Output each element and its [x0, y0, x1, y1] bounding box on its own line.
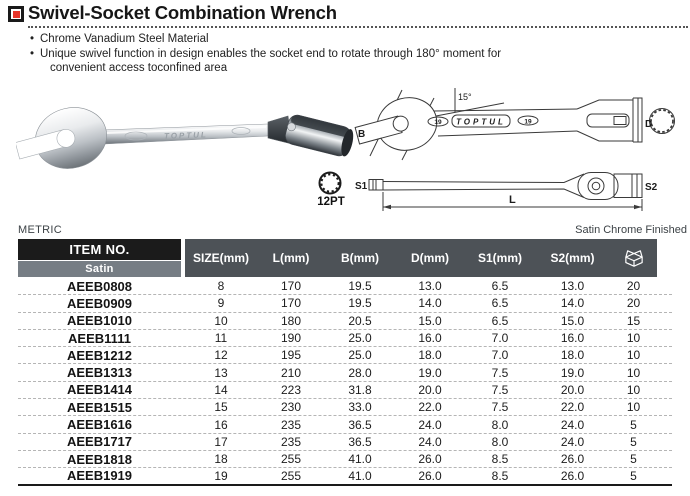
- item-no-column-header: ITEM NO.: [18, 239, 181, 260]
- spec-value-cell: 12: [214, 348, 228, 363]
- spec-value-cell: 11: [214, 331, 228, 346]
- spec-value-cell: 7.0: [491, 348, 509, 363]
- feature-item: [30, 47, 501, 62]
- dim-d-label: D: [645, 119, 653, 130]
- spec-value-cell: 19.0: [418, 365, 442, 380]
- item-no-cell: AEEB1010: [66, 313, 133, 329]
- spec-value-cell: 36.5: [348, 417, 372, 432]
- item-no-cell: AEEB1515: [66, 399, 133, 415]
- spec-value-cell: 20.0: [418, 382, 442, 397]
- item-no-cell: AEEB1717: [66, 434, 133, 450]
- spec-value-cell: 26.0: [560, 468, 585, 483]
- spec-value-cell: 14.0: [560, 296, 585, 311]
- spec-value-cell: 10: [626, 348, 641, 363]
- table-row: [18, 364, 672, 381]
- spec-value-cell: 19: [214, 468, 228, 483]
- table-row: [18, 416, 672, 433]
- bullet-dot: •: [30, 47, 35, 60]
- spec-value-cell: 33.0: [348, 400, 372, 415]
- feature-text: Chrome Vanadium Steel Material: [40, 33, 209, 45]
- satin-subheader: Satin: [18, 261, 181, 277]
- spec-value-cell: 31.8: [348, 382, 372, 397]
- spec-value-cell: 19.5: [348, 279, 372, 294]
- spec-value-cell: 8.0: [491, 434, 509, 449]
- spec-value-cell: 20: [626, 279, 641, 294]
- spec-value-cell: 24.0: [418, 417, 442, 432]
- item-no-cell: AEEB1818: [66, 451, 133, 467]
- dim-s2-label: S2: [645, 182, 658, 193]
- spec-value-cell: 230: [280, 400, 302, 415]
- spec-value-cell: 13: [214, 365, 228, 380]
- spec-value-cell: 15: [214, 400, 228, 415]
- spec-value-cell: 235: [280, 434, 302, 449]
- spec-value-cell: 24.0: [560, 417, 585, 432]
- spec-value-cell: 10: [214, 313, 228, 328]
- column-header-b: B(mm): [341, 251, 379, 265]
- bullet-dot: •: [30, 33, 35, 45]
- spec-value-cell: 20.0: [560, 382, 585, 397]
- feature-list: [30, 32, 501, 76]
- spec-value-cell: 9: [217, 296, 225, 311]
- title-dotted-rule: [28, 26, 688, 28]
- item-no-cell: AEEB0808: [66, 278, 133, 294]
- spec-value-cell: 7.5: [491, 400, 509, 415]
- title-bullet-icon: [8, 6, 24, 22]
- feature-text: convenient access toconfined area: [50, 62, 228, 74]
- spec-value-cell: 7.5: [491, 365, 509, 380]
- spec-value-cell: 17: [214, 434, 228, 449]
- spec-value-cell: 19.0: [560, 365, 585, 380]
- item-no-cell: AEEB1616: [66, 417, 133, 433]
- spec-value-cell: 7.5: [491, 382, 509, 397]
- table-row: [18, 330, 672, 347]
- spec-value-cell: 5: [630, 468, 637, 483]
- item-no-cell: AEEB0909: [66, 295, 133, 311]
- spec-value-cell: 195: [280, 348, 302, 363]
- spec-value-cell: 8: [217, 279, 225, 294]
- spec-value-cell: 10: [626, 365, 641, 380]
- column-header-size: SIZE(mm): [192, 251, 249, 265]
- spec-value-cell: 20: [626, 296, 641, 311]
- 12pt-socket-icon: [316, 170, 344, 196]
- table-row: [18, 278, 672, 295]
- spec-value-cell: 5: [630, 417, 637, 432]
- item-no-cell: AEEB1212: [66, 347, 133, 363]
- item-no-cell: AEEB1111: [68, 330, 131, 346]
- spec-value-cell: 14.0: [418, 296, 442, 311]
- page-title: Swivel-Socket Combination Wrench: [28, 2, 337, 23]
- size-stamp-left: 19: [434, 119, 442, 126]
- spec-value-cell: 235: [280, 417, 302, 432]
- spec-value-cell: 16: [214, 417, 228, 432]
- table-row: [18, 399, 672, 416]
- spec-value-cell: 13.0: [418, 279, 442, 294]
- open-end-head: [16, 100, 114, 172]
- spec-value-cell: 16.0: [560, 331, 585, 346]
- item-no-cell: AEEB1919: [66, 468, 133, 484]
- table-body: [18, 278, 672, 486]
- column-header-s2: S2(mm): [550, 251, 595, 265]
- spec-value-cell: 18.0: [560, 348, 585, 363]
- spec-value-cell: 15: [626, 313, 641, 328]
- table-row: [18, 295, 672, 312]
- feature-item: [30, 32, 501, 47]
- spec-value-cell: 25.0: [348, 348, 372, 363]
- spec-value-cell: 18: [214, 452, 228, 467]
- spec-value-cell: 7.0: [491, 331, 509, 346]
- dim-s1-label: S1: [355, 181, 368, 192]
- angle-label: 15°: [458, 92, 472, 102]
- dim-b-label: B: [358, 129, 366, 140]
- spec-value-cell: 223: [280, 382, 302, 397]
- spec-value-cell: 170: [280, 279, 302, 294]
- finish-label: Satin Chrome Finished: [575, 224, 687, 236]
- carton-box-icon: [623, 249, 645, 268]
- spec-value-cell: 255: [280, 468, 302, 483]
- spec-value-cell: 210: [280, 365, 302, 380]
- spec-value-cell: 5: [630, 452, 637, 467]
- spec-value-cell: 41.0: [348, 468, 372, 483]
- table-row: [18, 382, 672, 399]
- spec-value-cell: 19.5: [348, 296, 372, 311]
- spec-value-cell: 16.0: [418, 331, 442, 346]
- wrench-top-view-drawing: [352, 84, 684, 162]
- spec-value-cell: 10: [626, 331, 641, 346]
- spec-value-cell: 10: [626, 382, 641, 397]
- wrench-side-view-drawing: [352, 166, 687, 218]
- table-row: [18, 451, 672, 468]
- table-row: [18, 347, 672, 364]
- spec-value-cell: 190: [280, 331, 302, 346]
- table-row: [18, 468, 672, 485]
- spec-value-cell: 6.5: [491, 296, 509, 311]
- spec-value-cell: 6.5: [491, 279, 509, 294]
- column-header-qty: [610, 239, 657, 277]
- spec-value-cell: 10: [626, 400, 641, 415]
- column-header-d: D(mm): [411, 251, 449, 265]
- spec-value-cell: 15.0: [418, 313, 442, 328]
- spec-value-cell: 41.0: [348, 452, 372, 467]
- spec-value-cell: 18.0: [418, 348, 442, 363]
- table-header: [18, 239, 672, 277]
- column-header-l: L(mm): [272, 251, 310, 265]
- spec-value-cell: 36.5: [348, 434, 372, 449]
- spec-value-cell: 8.5: [491, 468, 509, 483]
- spec-value-cell: 15.0: [560, 313, 585, 328]
- spec-value-cell: 14: [214, 382, 228, 397]
- brand-engraving: TOPTUL: [163, 130, 208, 141]
- spec-value-cell: 28.0: [348, 365, 372, 380]
- swivel-socket-end: [284, 113, 356, 158]
- spec-value-cell: 24.0: [418, 434, 442, 449]
- spec-value-cell: 255: [280, 452, 302, 467]
- brand-stamp: TOPTUL: [456, 117, 506, 127]
- socket-type-label: 12PT: [317, 196, 345, 208]
- size-stamp-right: 19: [524, 118, 532, 126]
- spec-value-cell: 6.5: [491, 313, 509, 328]
- spec-value-cell: 8.5: [491, 452, 509, 467]
- column-header-s1: S1(mm): [477, 251, 522, 265]
- dim-l-label: L: [509, 194, 516, 206]
- metric-label: METRIC: [18, 224, 62, 236]
- item-no-cell: AEEB1313: [66, 365, 133, 381]
- spec-value-cell: 26.0: [560, 452, 585, 467]
- table-row: [18, 313, 672, 330]
- item-no-cell: AEEB1414: [66, 382, 133, 398]
- feature-text: Unique swivel function in design enables the socket end to rotate through 180° moment for: [40, 47, 502, 60]
- spec-value-cell: 22.0: [418, 400, 442, 415]
- spec-value-cell: 20.5: [348, 313, 372, 328]
- spec-value-cell: 26.0: [418, 468, 442, 483]
- spec-value-cell: 13.0: [560, 279, 585, 294]
- spec-value-cell: 25.0: [348, 331, 372, 346]
- feature-item-continuation: [30, 61, 501, 76]
- wrench-photo-illustration: [16, 94, 356, 172]
- spec-value-cell: 26.0: [418, 452, 442, 467]
- spec-value-cell: 5: [630, 434, 637, 449]
- spec-value-cell: 24.0: [560, 434, 585, 449]
- spec-column-headers: [185, 239, 657, 277]
- spec-value-cell: 180: [280, 313, 302, 328]
- spec-value-cell: 8.0: [491, 417, 509, 432]
- table-row: [18, 434, 672, 451]
- spec-value-cell: 170: [280, 296, 302, 311]
- spec-value-cell: 22.0: [560, 400, 585, 415]
